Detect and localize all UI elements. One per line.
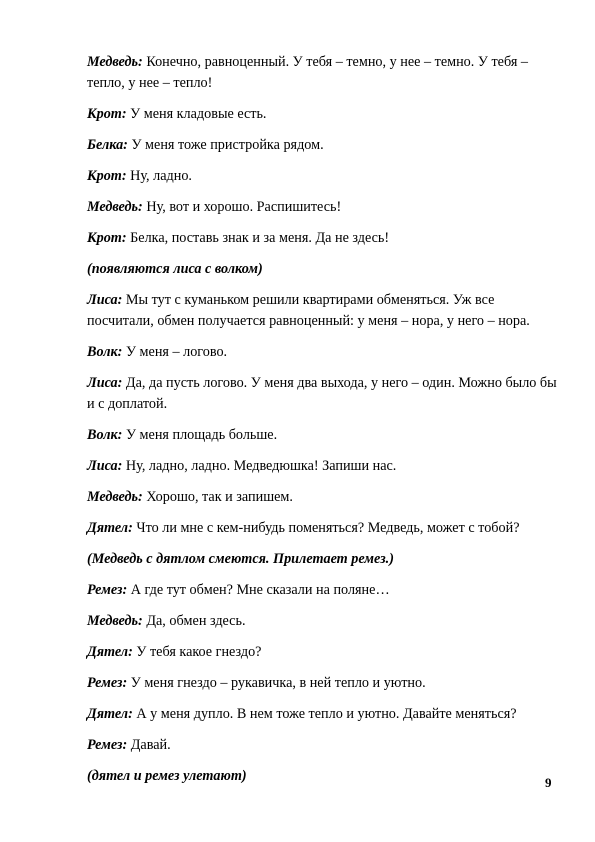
script-line (87, 373, 557, 394)
line-text: У меня кладовые есть. (126, 106, 267, 122)
speaker-name: Крот: (87, 168, 127, 184)
speaker-name: Дятел: (87, 520, 133, 536)
stage-direction: (Медведь с дятлом смеются. Прилетает ремез.) (87, 551, 394, 567)
speaker-name: Лиса: (87, 292, 123, 308)
speaker-name: Медведь: (87, 489, 143, 505)
script-line (87, 673, 557, 694)
speaker-name: Ремез: (87, 737, 128, 753)
script-line (87, 487, 557, 508)
script-line (87, 611, 557, 632)
speaker-name: Волк: (87, 344, 123, 360)
script-line (87, 73, 557, 94)
script-line (87, 52, 557, 73)
speaker-name: Белка: (87, 137, 128, 153)
script-line (87, 394, 557, 415)
line-text: А где тут обмен? Мне сказали на поляне… (127, 582, 390, 598)
line-text: Давай. (127, 737, 171, 753)
speaker-name: Крот: (87, 106, 127, 122)
speaker-name: Дятел: (87, 706, 133, 722)
script-line (87, 642, 557, 663)
line-text: Что ли мне с кем-нибудь поменяться? Медведь, может с тобой? (132, 520, 520, 536)
speaker-name: Лиса: (87, 375, 123, 391)
speaker-name: Ремез: (87, 675, 128, 691)
stage-direction: (появляются лиса с волком) (87, 261, 263, 277)
script-line (87, 311, 557, 332)
script-line (87, 342, 557, 363)
script-line (87, 425, 557, 446)
line-text: Ну, вот и хорошо. Распишитесь! (142, 199, 342, 215)
line-text: У меня тоже пристройка рядом. (127, 137, 324, 153)
speaker-name: Лиса: (87, 458, 123, 474)
script-line (87, 735, 557, 756)
line-text: Ну, ладно, ладно. Медведюшка! Запиши нас. (122, 458, 397, 474)
speaker-name: Медведь: (87, 613, 143, 629)
script-line (87, 104, 557, 125)
script-line (87, 518, 557, 539)
line-text: У меня площадь больше. (122, 427, 278, 443)
script-line (87, 228, 557, 249)
script-line (87, 580, 557, 601)
script-line (87, 135, 557, 156)
line-text: Мы тут с куманьком решили квартирами обменяться. Уж все (122, 292, 495, 308)
line-text: и с доплатой. (87, 396, 168, 412)
speaker-name: Волк: (87, 427, 123, 443)
stage-direction: (дятел и ремез улетают) (87, 768, 247, 784)
line-text: А у меня дупло. В нем тоже тепло и уютно. Давайте меняться? (132, 706, 517, 722)
line-text: У меня гнездо – рукавичка, в ней тепло и уютно. (127, 675, 426, 691)
line-text: тепло, у нее – тепло! (87, 75, 213, 91)
line-text: Белка, поставь знак и за меня. Да не здесь! (126, 230, 390, 246)
line-text: Да, обмен здесь. (142, 613, 246, 629)
script-line (87, 704, 557, 725)
line-text: У тебя какое гнездо? (132, 644, 262, 660)
line-text: Ну, ладно. (126, 168, 192, 184)
line-text: У меня – логово. (122, 344, 228, 360)
line-text: Конечно, равноценный. У тебя – темно, у нее – темно. У тебя – (142, 54, 528, 70)
speaker-name: Дятел: (87, 644, 133, 660)
line-text: Хорошо, так и запишем. (142, 489, 293, 505)
script-line (87, 456, 557, 477)
script-line (87, 197, 557, 218)
speaker-name: Крот: (87, 230, 127, 246)
speaker-name: Медведь: (87, 199, 143, 215)
line-text: Да, да пусть логово. У меня два выхода, у него – один. Можно было бы (122, 375, 557, 391)
script-line (87, 166, 557, 187)
line-text: посчитали, обмен получается равноценный: у меня – нора, у него – нора. (87, 313, 530, 329)
speaker-name: Медведь: (87, 54, 143, 70)
page-number: 9 (545, 775, 552, 790)
speaker-name: Ремез: (87, 582, 128, 598)
script-line (87, 290, 557, 311)
